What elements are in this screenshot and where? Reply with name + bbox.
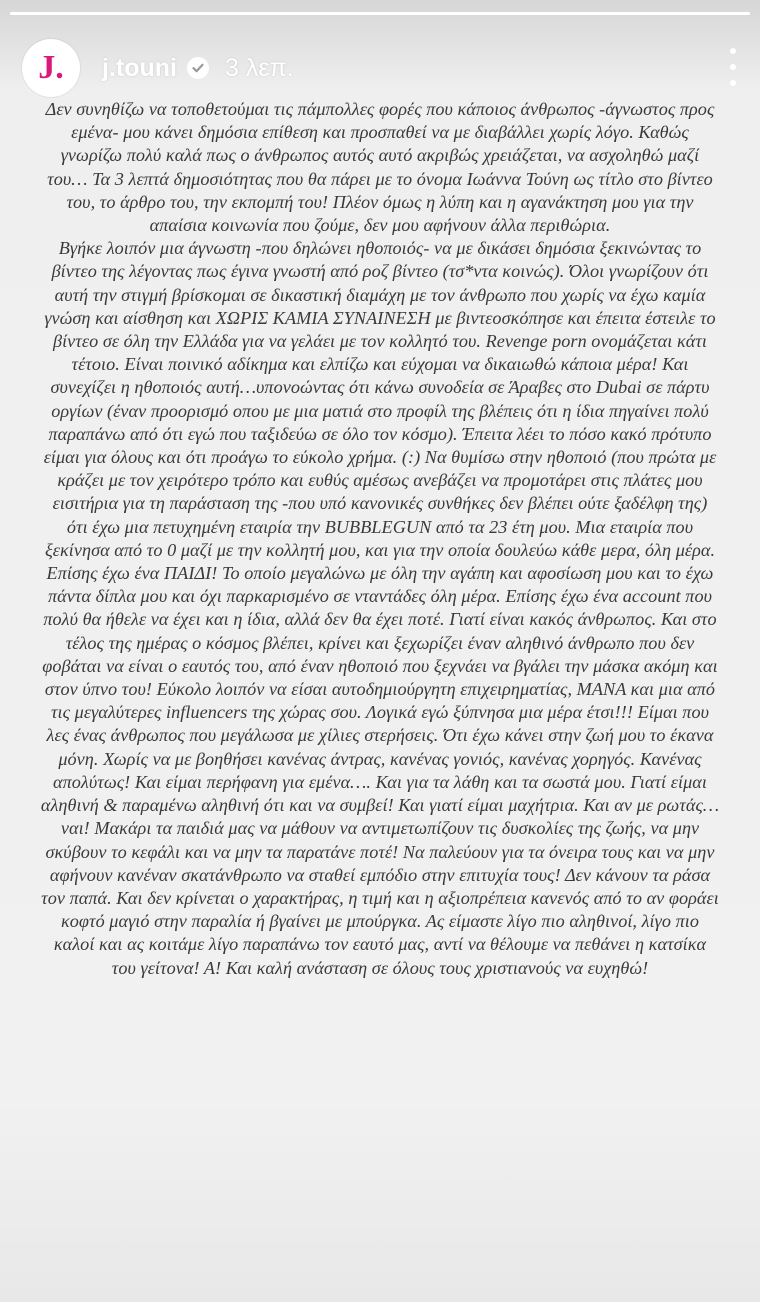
story-text	[40, 98, 720, 980]
more-vertical-icon[interactable]	[726, 48, 740, 86]
story-header	[22, 38, 738, 98]
username[interactable]: j.touni	[102, 53, 177, 82]
avatar[interactable]	[22, 39, 80, 97]
post-time: 3 λεπ.	[224, 53, 294, 82]
paragraph: Δεν συνηθίζω να τοποθετούμαι τις πάμπολλες φορές που κάποιος άνθρωπος -άγνωστος προς εμένα- μου κάνει δημόσια επίθεση και προσπαθεί να με διαβάλλει χωρίς λόγο. Καθώς γνωρίζω πολύ καλά πως ο άνθρωπος αυτός αυτό ακριβώς χρειάζεται, να ασχοληθώ μαζί του… Τα 3 λεπτά δημοσιότητας που θα πάρει με το όνομα Ιωάννα Τούνη ως τίτλο στο βίντεο του, το άρθρο του, την εκπομπή του! Πλέον όμως η λύπη και η αγανάκτηση μου για την απαίσια κοινωνία που ζούμε, δεν μου αφήνουν άλλα περιθώρια.	[45, 99, 715, 236]
story-progress-fill	[10, 12, 750, 15]
story-progress-bar	[10, 12, 750, 15]
verified-badge-icon	[187, 57, 209, 79]
avatar-logo: J.	[38, 49, 64, 86]
paragraph: Βγήκε λοιπόν μια άγνωστη -που δηλώνει ηθοποιός- να με δικάσει δημόσια ξεκινώντας το βίντεο της λέγοντας πως έγινα γνωστή από ροζ βίντεο (τσ*ντα κοινώς). Όλοι γνωρίζουν ότι αυτή την στιγμή βρίσκομαι σε δικαστική διαμάχη με τον άνθρωπο που χωρίς να έχω καμία γνώση και αίσθηση και ΧΩΡΙΣ ΚΑΜΙΑ ΣΥΝΑΙΝΕΣΗ με βιντεοσκόπησε και έπειτα έστειλε το βίντεο σε όλη την Ελλάδα για να γελάει με τον κολλητό του. Revenge porn ονομάζεται κάτι τέτοιο. Είναι ποινικό αδίκημα και ελπίζω και εύχομαι να δικαιωθώ κάποια μέρα! Και συνεχίζει η ηθοποιός αυτή…υπονοώντας ότι κάνω συνοδεία σε Άραβες στο Dubai σε πάρτυ οργίων (έναν προορισμό οπου με μια ματιά στο προφίλ της βλέπεις ότι η ίδια πηγαίνει πολύ παραπάνω από ότι εγώ που ταξιδεύω σε όλο τον κόσμο). Έπειτα λέει το πόσο κακό πρότυπο είμαι για όλους και ότι προάγω το εύκολο χρήμα. (:) Να θυμίσω στην ηθοποιό (που πρώτα με κράζει με τον χειρότερο τρόπο και ευθύς αμέσως ανεβάζει να προμοτάρει στις πλάτες μου εισιτήρια για τη παράσταση της -που υπό κανονικές συνθήκες δεν βλέπει ούτε ξαδέλφη της) ότι έχω μια πετυχημένη εταιρία την BUBBLEGUN από τα 23 έτη μου. Μια εταιρία που ξεκίνησα από το 0 μαζί με την κολλητή μου, και για την οποία δουλεύω κάθε μερα, όλη μέρα. Επίσης έχω ένα ΠΑΙΔΙ! Το οποίο μεγαλώνω με όλη την αγάπη και αφοσίωση μου και το έχω πάντα δίπλα μου και όχι παρκαρισμένο σε νταντάδες όλη μέρα. Επίσης έχω ένα account που πολύ θα ήθελε να έχει και η ίδια, αλλά δεν θα έχει ποτέ. Γιατί είναι κακός άνθρωπος. Και στο τέλος της ημέρας ο κόσμος βλέπει, κρίνει και ξεχωρίζει έναν αληθινό άνθρωπο που δεν φοβάται να είναι ο εαυτός του, από έναν ηθοποιό που ξεχνάει να βγάλει την μάσκα ακόμη και στον ύπνο του! Εύκολο λοιπόν να είσαι αυτοδημιούργητη επιχειρηματίας, ΜΑΝΑ και μια από τις μεγαλύτερες influencers της χώρας σου. Λογικά εγώ ξύπνησα μια μέρα έτσι!!! Είμαι που λες ένας άνθρωπος που μεγάλωσα με χίλιες στερήσεις. Ότι έχω κάνει στην ζωή μου το έκανα μόνη. Χωρίς να με βοηθήσει κανένας άντρας, κανένας γονιός, κανένας χορηγός. Κανένας απολύτως! Και είμαι περήφανη για εμένα…. Και για τα λάθη και τα σωστά μου. Γιατί είμαι αληθινή & παραμένω αληθινή ότι και να συμβεί! Και γιατί είμαι μαχήτρια. Και αν με ρωτάς… ναι! Μακάρι τα παιδιά μας να μάθουν να αντιμετωπίζουν τις δυσκολίες της ζωής, να μην σκύβουν το κεφάλι και να μην τα παρατάνε ποτέ! Να παλεύουν για τα όνειρα τους και να μην αφήνουν κανέναν σκατάνθρωπο να σταθεί εμπόδιο στην επιτυχία τους! Δεν κάνουν τα ράσα τον παπά. Και δεν κρίνεται ο χαρακτήρας, η τιμή και η αξιοπρέπεια κανενός από το αν φοράει κοφτό μαγιό στην παραλία ή βγαίνει με μπούργκα. Ας είμαστε λίγο πιο αληθινοί, λίγο πιο καλοί και ας κοιτάμε λίγο παραπάνω τον εαυτό μας, αντί να θέλουμε να πεθάνει η κατσίκα του γείτονα! Α! Και καλή ανάσταση σε όλους τους χριστιανούς να ευχηθώ!	[40, 238, 720, 978]
